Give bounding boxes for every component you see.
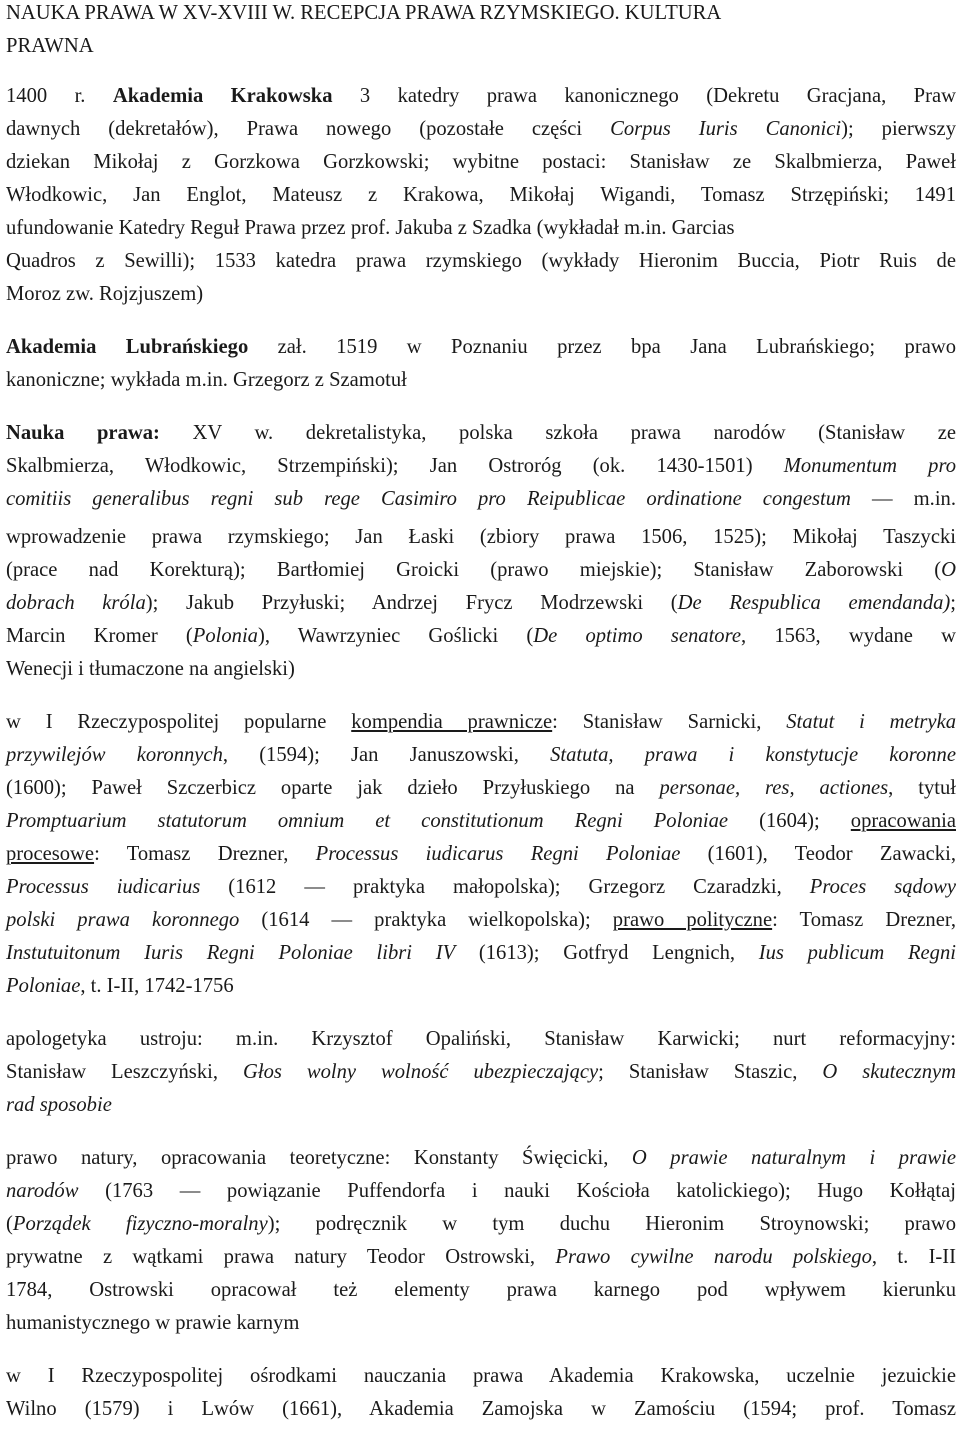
text-line-33: narodów (1763 — powiązanie Puffendorfa i nauki Kościoła katolickiego); Hugo Kołłątaj [6, 1180, 956, 1202]
text-line-10: Akademia Lubrańskiego zał. 1519 w Poznaniu przez bpa Jana Lubrańskiego; prawo [6, 336, 956, 358]
text-line-23: Promptuarium statutorum omnium et constitutionum Regni Poloniae (1604); opracowania [6, 810, 956, 832]
text-line-22: (1600); Paweł Szczerbicz oparte jak dzieło Przyłuskiego na personae, res, actiones, tytuł [6, 777, 956, 799]
text-line-12: Nauka prawa: XV w. dekretalistyka, polska szkoła prawa narodów (Stanisław ze [6, 422, 956, 444]
text-line-25: Processus iudicarius (1612 — praktyka małopolska); Grzegorz Czaradzki, Proces sądowy [6, 876, 956, 898]
text-line-31: rad sposobie [6, 1094, 112, 1116]
text-line-39: Wilno (1579) i Lwów (1661), Akademia Zamojska w Zamościu (1594; prof. Tomasz [6, 1398, 956, 1420]
text-line-20: w I Rzeczypospolitej popularne kompendia prawnicze: Stanisław Sarnicki, Statut i metryka [6, 711, 957, 733]
text-line-26: polski prawa koronnego (1614 — praktyka wielkopolska); prawo polityczne: Tomasz Drezner, [6, 909, 957, 931]
text-line-27: Instutuitonum Iuris Regni Poloniae libri IV (1613); Gotfryd Lengnich, Ius publicum Regni [6, 942, 956, 964]
text-line-34: (Porządek fizyczno-moralny); podręcznik w tym duchu Hieronim Stroynowski; prawo [6, 1213, 956, 1235]
text-line-30: Stanisław Leszczyński, Głos wolny wolność ubezpieczający; Stanisław Staszic, O skutecznym [6, 1061, 956, 1083]
text-line-9: Moroz zw. Rojzjuszem) [6, 283, 204, 305]
text-line-28: Poloniae, t. I-II, 1742-1756 [6, 975, 234, 997]
text-line-17: dobrach króla); Jakub Przyłuski; Andrzej Frycz Modrzewski (De Respublica emendanda); [6, 592, 957, 614]
text-line-2: PRAWNA [6, 35, 94, 57]
text-line-15: wprowadzenie prawa rzymskiego; Jan Łaski (zbiory prawa 1506, 1525); Mikołaj Taszycki [6, 526, 956, 548]
text-line-13: Skalbmierza, Włodkowic, Strzempiński); Jan Ostroróg (ok. 1430-1501) Monumentum pro [6, 455, 956, 477]
text-line-4: dawnych (dekretałów), Prawa nowego (pozostałe części Corpus Iuris Canonici); pierwszy [6, 118, 956, 140]
text-line-3: 1400 r. Akademia Krakowska 3 katedry prawa kanonicznego (Dekretu Gracjana, Praw [6, 85, 956, 107]
text-line-14: comitiis generalibus regni sub rege Casimiro pro Reipublicae ordinatione congestum — m.in. [6, 488, 956, 510]
text-line-16: (prace nad Korekturą); Bartłomiej Groicki (prawo miejskie); Stanisław Zaborowski (O [6, 559, 956, 581]
text-line-6: Włodkowic, Jan Englot, Mateusz z Krakowa, Mikołaj Wigandi, Tomasz Strzępiński; 1491 [6, 184, 956, 206]
text-line-21: przywilejów koronnych, (1594); Jan Januszowski, Statuta, prawa i konstytucje koronne [6, 744, 956, 766]
text-line-38: w I Rzeczypospolitej ośrodkami nauczania prawa Akademia Krakowska, uczelnie jezuickie [6, 1365, 956, 1387]
text-line-32: prawo natury, opracowania teoretyczne: Konstanty Święcicki, O prawie naturalnym i prawie [6, 1147, 956, 1169]
text-line-1: NAUKA PRAWA W XV-XVIII W. RECEPCJA PRAWA RZYMSKIEGO. KULTURA [6, 2, 722, 24]
text-line-35: prywatne z wątkami prawa natury Teodor Ostrowski, Prawo cywilne narodu polskiego, t. I-II [6, 1246, 957, 1268]
text-line-7: ufundowanie Katedry Reguł Prawa przez prof. Jakuba z Szadka (wykładał m.in. Garcias [6, 217, 735, 239]
text-line-8: Quadros z Sewilli); 1533 katedra prawa rzymskiego (wykłady Hieronim Buccia, Piotr Ruis de [6, 250, 956, 272]
text-line-29: apologetyka ustroju: m.in. Krzysztof Opaliński, Stanisław Karwicki; nurt reformacyjny: [6, 1028, 956, 1050]
text-line-24: procesowe: Tomasz Drezner, Processus iudicarus Regni Poloniae (1601), Teodor Zawacki, [6, 843, 956, 865]
text-line-18: Marcin Kromer (Polonia), Wawrzyniec Goślicki (De optimo senatore, 1563, wydane w [6, 625, 956, 647]
text-line-37: humanistycznego w prawie karnym [6, 1312, 300, 1334]
text-line-19: Wenecji i tłumaczone na angielski) [6, 658, 295, 680]
text-line-36: 1784, Ostrowski opracował też elementy prawa karnego pod wpływem kierunku [6, 1279, 956, 1301]
text-line-5: dziekan Mikołaj z Gorzkowa Gorzkowski; wybitne postaci: Stanisław ze Skalbmierza, Paweł [6, 151, 956, 173]
text-line-11: kanoniczne; wykłada m.in. Grzegorz z Szamotuł [6, 369, 407, 391]
